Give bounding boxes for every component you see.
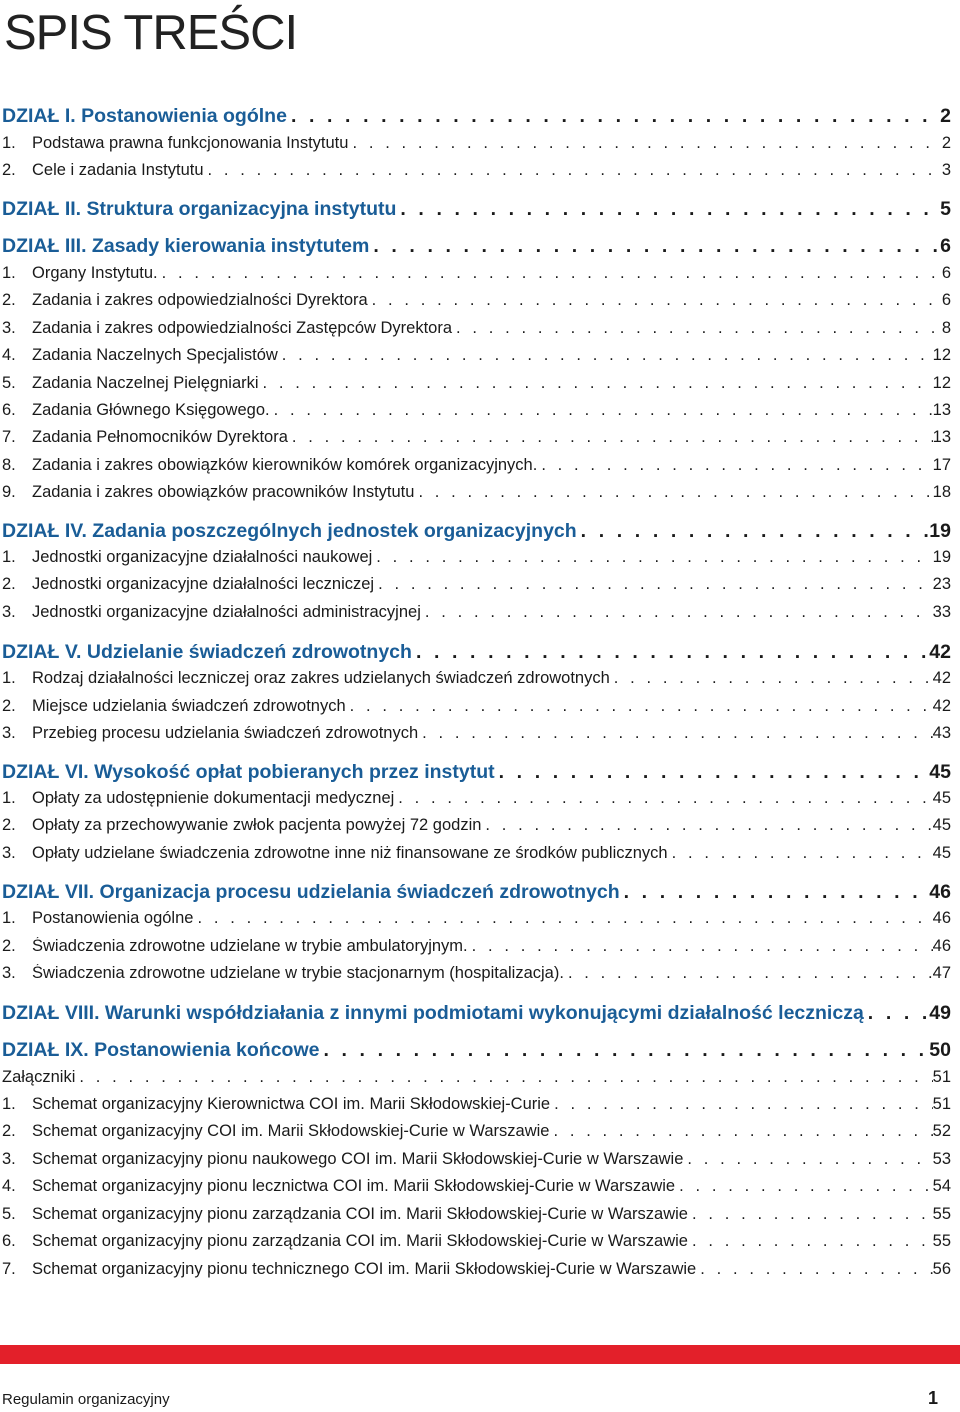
toc-page-number: 55	[932, 1205, 951, 1223]
toc-entry[interactable]	[2, 319, 951, 349]
toc-entry-label: Schemat organizacyjny pionu zarządzania COI im. Marii Skłodowskiej-Curie w Warszawie	[32, 1232, 688, 1250]
toc-entry[interactable]	[2, 964, 951, 994]
toc-entry-number: 3.	[2, 844, 16, 862]
toc-page-number: 2	[941, 134, 951, 152]
toc-section-entry[interactable]	[2, 761, 951, 791]
toc-entry-label: Świadczenia zdrowotne udzielane w trybie ambulatoryjnym.	[32, 937, 468, 955]
toc-entry[interactable]	[2, 161, 951, 191]
dot-leader	[696, 1260, 932, 1279]
toc-entry[interactable]	[2, 789, 951, 819]
toc-page-number: 46	[932, 909, 951, 927]
dot-leader	[412, 641, 929, 664]
toc-entry[interactable]	[2, 346, 951, 376]
toc-entry-number: 4.	[2, 346, 16, 364]
toc-entry-label: DZIAŁ VIII. Warunki współdziałania z innymi podmiotami wykonującymi działalność leczniczą	[2, 1002, 864, 1024]
dot-leader	[610, 669, 933, 688]
toc-entry[interactable]	[2, 264, 951, 294]
toc-entry[interactable]	[2, 844, 951, 874]
toc-entry[interactable]	[2, 483, 951, 513]
toc-page-number: 51	[932, 1068, 951, 1086]
toc-page-number: 18	[932, 483, 951, 501]
dot-leader	[688, 1232, 933, 1251]
toc-entry-label: Jednostki organizacyjne działalności naukowej	[32, 548, 373, 566]
toc-entry-label: Zadania i zakres odpowiedzialności Dyrektora	[32, 291, 368, 309]
toc-page-number: 46	[929, 881, 951, 903]
dot-leader	[368, 291, 942, 310]
toc-page-number: 23	[932, 575, 951, 593]
dot-leader	[577, 520, 930, 543]
dot-leader	[668, 844, 933, 863]
toc-entry[interactable]	[2, 669, 951, 699]
toc-entry-number: 8.	[2, 456, 16, 474]
toc-entry-number: 4.	[2, 1177, 16, 1195]
toc-entry-number: 2.	[2, 1122, 16, 1140]
dot-leader	[495, 761, 930, 784]
toc-entry-number: 1.	[2, 134, 16, 152]
toc-page-number: 19	[932, 548, 951, 566]
toc-page-number: 50	[929, 1039, 951, 1061]
toc-page-number: 17	[932, 456, 951, 474]
toc-entry-number: 2.	[2, 816, 16, 834]
toc-entry-number: 7.	[2, 428, 16, 446]
toc-page-number: 52	[932, 1122, 951, 1140]
toc-entry-label: Schemat organizacyjny pionu zarządzania COI im. Marii Skłodowskiej-Curie w Warszawie	[32, 1205, 688, 1223]
toc-entry-label: Świadczenia zdrowotne udzielane w trybie stacjonarnym (hospitalizacja).	[32, 964, 564, 982]
toc-entry-label: DZIAŁ IX. Postanowienia końcowe	[2, 1039, 320, 1061]
toc-entry-number: 6.	[2, 401, 16, 419]
toc-entry-label: Jednostki organizacyjne działalności leczniczej	[32, 575, 375, 593]
dot-leader	[346, 697, 933, 716]
toc-entry[interactable]	[2, 1122, 951, 1152]
toc-entry[interactable]	[2, 816, 951, 846]
dot-leader	[288, 428, 933, 447]
toc-page-number: 45	[929, 761, 951, 783]
footer-document-name: Regulamin organizacyjny	[2, 1391, 170, 1408]
toc-entry-label: Schemat organizacyjny Kierownictwa COI im. Marii Skłodowskiej-Curie	[32, 1095, 551, 1113]
toc-section-entry[interactable]	[2, 881, 951, 911]
toc-entry-label: DZIAŁ I. Postanowienia ogólne	[2, 105, 287, 127]
toc-entry-number: 3.	[2, 603, 16, 621]
toc-entry-label: Opłaty udzielane świadczenia zdrowotne inne niż finansowane ze środków publicznych	[32, 844, 668, 862]
dot-leader	[204, 161, 942, 180]
toc-entry-label: DZIAŁ VII. Organizacja procesu udzielania świadczeń zdrowotnych	[2, 881, 620, 903]
toc-entry-label: Schemat organizacyjny pionu technicznego COI im. Marii Skłodowskiej-Curie w Warszawie	[32, 1260, 697, 1278]
toc-entry[interactable]	[2, 909, 951, 939]
toc-page-number: 53	[932, 1150, 951, 1168]
toc-entry-label: DZIAŁ V. Udzielanie świadczeń zdrowotnych	[2, 641, 412, 663]
toc-entry-number: 2.	[2, 291, 16, 309]
dot-leader	[537, 456, 932, 475]
toc-entry-label: Schemat organizacyjny pionu naukowego COI im. Marii Skłodowskiej-Curie w Warszawie	[32, 1150, 684, 1168]
footer-page-number: 1	[927, 1388, 938, 1408]
toc-page-number: 13	[932, 428, 951, 446]
dot-leader	[396, 198, 940, 221]
toc-entry[interactable]	[2, 937, 951, 967]
toc-entry-number: 3.	[2, 1150, 16, 1168]
toc-entry-number: 3.	[2, 319, 16, 337]
dot-leader	[372, 548, 932, 567]
dot-leader	[259, 374, 933, 393]
toc-entry-label: DZIAŁ III. Zasady kierowania instytutem	[2, 235, 370, 257]
toc-entry[interactable]	[2, 697, 951, 727]
toc-entry-label: Postanowienia ogólne	[32, 909, 194, 927]
toc-entry[interactable]	[2, 548, 951, 578]
dot-leader	[278, 346, 933, 365]
toc-section-entry[interactable]	[2, 105, 951, 135]
toc-entry[interactable]	[2, 374, 951, 404]
dot-leader	[287, 105, 940, 128]
toc-entry-label: Opłaty za przechowywanie zwłok pacjenta powyżej 72 godzin	[32, 816, 482, 834]
toc-entry[interactable]	[2, 724, 951, 754]
toc-page-number: 19	[929, 520, 951, 542]
toc-entry-label: Zadania i zakres obowiązków kierowników komórek organizacyjnych.	[32, 456, 538, 474]
toc-entry[interactable]	[2, 1095, 951, 1125]
toc-entry[interactable]	[2, 401, 951, 431]
toc-section-entry[interactable]	[2, 198, 951, 228]
toc-page-number: 12	[932, 346, 951, 364]
toc-entry[interactable]	[2, 1205, 951, 1235]
toc-entry-label: DZIAŁ II. Struktura organizacyjna instytutu	[2, 198, 397, 220]
toc-page-number: 8	[941, 319, 951, 337]
dot-leader	[374, 575, 933, 594]
toc-entry-number: 1.	[2, 909, 16, 927]
toc-entry[interactable]	[2, 1068, 951, 1098]
toc-entry-number: 5.	[2, 374, 16, 392]
toc-page-number: 12	[932, 374, 951, 392]
toc-entry-number: 9.	[2, 483, 16, 501]
toc-page-number: 42	[929, 641, 951, 663]
toc-page-number: 6	[941, 291, 951, 309]
dot-leader	[452, 319, 942, 338]
dot-leader	[675, 1177, 933, 1196]
footer-accent-bar	[0, 1345, 960, 1364]
toc-section-entry[interactable]	[2, 1002, 951, 1032]
toc-entry-number: 1.	[2, 669, 16, 687]
toc-page-number: 42	[932, 669, 951, 687]
toc-section-entry[interactable]	[2, 641, 951, 671]
toc-entry-label: Przebieg procesu udzielania świadczeń zdrowotnych	[32, 724, 419, 742]
toc-page-number: 45	[932, 844, 951, 862]
dot-leader	[158, 264, 942, 283]
toc-page-number: 5	[940, 198, 951, 220]
toc-entry-number: 1.	[2, 789, 16, 807]
toc-entry-label: Rodzaj działalności leczniczej oraz zakres udzielanych świadczeń zdrowotnych	[32, 669, 610, 687]
toc-entry-number: 1.	[2, 548, 16, 566]
toc-entry[interactable]	[2, 456, 951, 486]
toc-entry[interactable]	[2, 134, 951, 164]
toc-entry-label: Zadania Naczelnej Pielęgniarki	[32, 374, 259, 392]
toc-entry-number: 3.	[2, 724, 16, 742]
toc-page-number: 6	[940, 235, 951, 257]
toc-entry-label: Miejsce udzielania świadczeń zdrowotnych	[32, 697, 346, 715]
toc-entry-label: DZIAŁ IV. Zadania poszczególnych jednostek organizacyjnych	[2, 520, 577, 542]
toc-page-number: 45	[932, 816, 951, 834]
toc-entry-label: Jednostki organizacyjne działalności administracyjnej	[32, 603, 421, 621]
toc-entry-number: 7.	[2, 1260, 16, 1278]
dot-leader	[193, 909, 932, 928]
toc-entry-number: 3.	[2, 964, 16, 982]
dot-leader	[369, 235, 940, 258]
toc-page-number: 55	[932, 1232, 951, 1250]
toc-page-number: 49	[929, 1002, 951, 1024]
toc-page-number: 43	[932, 724, 951, 742]
toc-section-entry[interactable]	[2, 1039, 951, 1069]
toc-section-entry[interactable]	[2, 520, 951, 550]
toc-page-number: 6	[941, 264, 951, 282]
dot-leader	[550, 1095, 933, 1114]
toc-entry-label: Opłaty za udostępnienie dokumentacji medycznej	[32, 789, 395, 807]
toc-entry-label: Zadania Pełnomocników Dyrektora	[32, 428, 288, 446]
toc-entry-label: Zadania Naczelnych Specjalistów	[32, 346, 278, 364]
dot-leader	[620, 881, 930, 904]
toc-entry[interactable]	[2, 575, 951, 605]
dot-leader	[75, 1068, 932, 1087]
toc-page-number: 13	[932, 401, 951, 419]
toc-page-number: 54	[932, 1177, 951, 1195]
toc-entry[interactable]	[2, 1260, 951, 1290]
toc-entry-label: Zadania i zakres obowiązków pracowników Instytutu	[32, 483, 415, 501]
dot-leader	[319, 1039, 929, 1062]
toc-page-number: 33	[932, 603, 951, 621]
dot-leader	[564, 964, 933, 983]
toc-entry-number: 2.	[2, 161, 16, 179]
toc-page-number: 51	[932, 1095, 951, 1113]
toc-entry-label: Podstawa prawna funkcjonowania Instytutu	[32, 134, 349, 152]
dot-leader	[418, 724, 933, 743]
toc-entry-label: Zadania i zakres odpowiedzialności Zastępców Dyrektora	[32, 319, 453, 337]
toc-entry-label: Schemat organizacyjny COI im. Marii Skłodowskiej-Curie w Warszawie	[32, 1122, 550, 1140]
toc-entry-number: 6.	[2, 1232, 16, 1250]
toc-page-number: 46	[932, 937, 951, 955]
toc-entry-number: 2.	[2, 697, 16, 715]
toc-entry-label: Organy Instytutu.	[32, 264, 158, 282]
toc-page-number: 45	[932, 789, 951, 807]
toc-page-number: 56	[932, 1260, 951, 1278]
toc-entry-number: 2.	[2, 937, 16, 955]
toc-entry[interactable]	[2, 1177, 951, 1207]
toc-entry[interactable]	[2, 603, 951, 633]
toc-entry-label: Schemat organizacyjny pionu lecznictwa COI im. Marii Skłodowskiej-Curie w Warszawie	[32, 1177, 676, 1195]
dot-leader	[468, 937, 933, 956]
dot-leader	[864, 1002, 930, 1025]
toc-entry-number: 5.	[2, 1205, 16, 1223]
toc-entry-number: 1.	[2, 1095, 16, 1113]
toc-page-number: 2	[940, 105, 951, 127]
toc-entry[interactable]	[2, 291, 951, 321]
toc-page-number: 47	[932, 964, 951, 982]
dot-leader	[421, 603, 933, 622]
dot-leader	[683, 1150, 932, 1169]
toc-entry[interactable]	[2, 1150, 951, 1180]
toc-entry-label: Zadania Głównego Księgowego.	[32, 401, 270, 419]
dot-leader	[394, 789, 932, 808]
toc-entry-label: DZIAŁ VI. Wysokość opłat pobieranych przez instytut	[2, 761, 495, 783]
dot-leader	[270, 401, 933, 420]
toc-entry-label: Cele i zadania Instytutu	[32, 161, 204, 179]
dot-leader	[688, 1205, 933, 1224]
toc-entry-label: Załączniki	[2, 1068, 76, 1086]
dot-leader	[549, 1122, 932, 1141]
toc-page-number: 42	[932, 697, 951, 715]
toc-entry-number: 2.	[2, 575, 16, 593]
page-title: SPIS TREŚCI	[4, 6, 298, 60]
toc-page-number: 3	[941, 161, 951, 179]
toc-entry[interactable]	[2, 428, 951, 458]
dot-leader	[348, 134, 941, 153]
dot-leader	[414, 483, 932, 502]
toc-entry-number: 1.	[2, 264, 16, 282]
toc-section-entry[interactable]	[2, 235, 951, 265]
toc-entry[interactable]	[2, 1232, 951, 1262]
dot-leader	[481, 816, 932, 835]
